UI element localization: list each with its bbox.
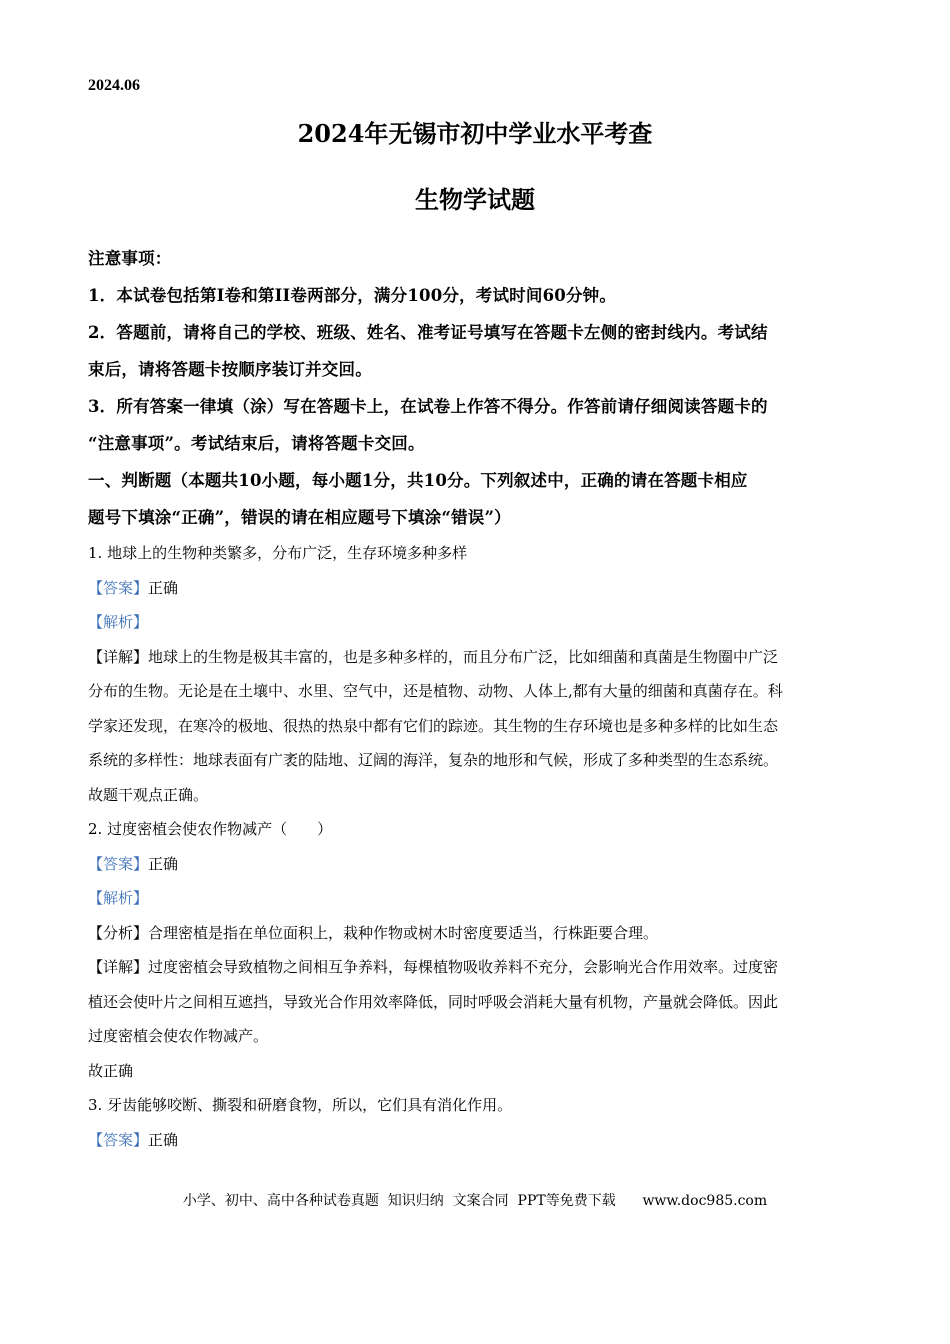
q3-answer-line <box>88 1123 868 1158</box>
q1-detail-line-2: 分布的生物。无论是在土壤中、水里、空气中，还是植物、动物、人体上,都有大量的细菌和真菌存在。科 <box>88 682 783 700</box>
notice-item-2-line-1: 2．答题前，请将自己的学校、班级、姓名、准考证号填写在答题卡左侧的密封线内。考试结 <box>88 323 768 342</box>
notice-item-1: 1．本试卷包括第I卷和第II卷两部分，满分100分，考试时间60分钟。 <box>88 286 617 305</box>
q2-answer-line <box>88 847 868 882</box>
question-1: 1. 地球上的生物种类繁多，分布广泛，生存环境多种多样 <box>88 544 468 562</box>
detail-label: 【详解】 <box>88 958 149 976</box>
answer-label: 【答案】 <box>88 854 149 873</box>
answer-label: 【答案】 <box>88 1130 149 1149</box>
question-3: 3. 牙齿能够咬断、撕裂和研磨食物，所以，它们具有消化作用。 <box>88 1096 513 1114</box>
page-subtitle: 生物学试题 <box>415 185 535 214</box>
question-2: 2. 过度密植会使农作物减产（ ） <box>88 820 333 838</box>
page-footer: 小学、初中、高中各种试卷真题 知识归纳 文案合同 PPT等免费下载 www.doc985.com <box>182 1193 768 1209</box>
q1-detail-line-1 <box>88 640 868 675</box>
q3-answer-value: 正确 <box>148 1130 179 1149</box>
q2-detail-line-2: 植还会使叶片之间相互遮挡，导致光合作用效率降低，同时呼吸会消耗大量有机物，产量就会降低。因此 <box>88 992 779 1011</box>
q1-detail-text-1: 地球上的生物是极其丰富的，也是多种多样的，而且分布广泛，比如细菌和真菌是生物圈中广泛 <box>148 647 779 666</box>
section-heading-line-2: 题号下填涂“正确”，错误的请在相应题号下填涂“错误”） <box>88 508 511 527</box>
page-title: 2024年无锡市初中学业水平考查 <box>297 119 653 148</box>
q2-answer-value: 正确 <box>148 854 179 873</box>
section-heading-line-1: 一、判断题（本题共10小题，每小题1分，共10分。下列叙述中，正确的请在答题卡相应 <box>88 471 748 490</box>
q1-answer-value: 正确 <box>148 578 179 597</box>
analysis-label: 【解析】 <box>88 613 149 631</box>
q2-conclusion: 故正确 <box>88 1061 134 1080</box>
exam-date: 2024.06 <box>88 77 140 94</box>
notice-item-3-line-1: 3．所有答案一律填（涂）写在答题卡上，在试卷上作答不得分。作答前请仔细阅读答题卡的 <box>88 397 768 416</box>
q1-detail-line-5: 故题干观点正确。 <box>88 785 209 804</box>
q2-detail-line-3: 过度密植会使农作物减产。 <box>88 1027 269 1045</box>
q2-detail-text-1: 过度密植会导致植物之间相互争养料，每棵植物吸收养料不充分，会影响光合作用效率。过度密 <box>148 958 779 976</box>
q2-analysis-line <box>88 881 868 916</box>
analysis-label: 【解析】 <box>88 889 149 907</box>
notice-item-2-line-2: 束后，请将答题卡按顺序装订并交回。 <box>88 360 372 379</box>
q1-answer-line <box>88 571 868 606</box>
q1-detail-line-4: 系统的多样性：地球表面有广袤的陆地、辽阔的海洋，复杂的地形和气候，形成了多种类型的生态系统。 <box>88 751 779 769</box>
answer-label: 【答案】 <box>88 578 149 597</box>
q2-fenxi-text: 合理密植是指在单位面积上，栽种作物或树木时密度要适当，行株距要合理。 <box>148 923 659 942</box>
fenxi-label: 【分析】 <box>88 923 149 942</box>
q1-analysis-line <box>88 605 868 640</box>
detail-label: 【详解】 <box>88 647 149 666</box>
q1-detail-line-3: 学家还发现，在寒冷的极地、很热的热泉中都有它们的踪迹。其生物的生存环境也是多种多样的比如生态 <box>88 716 779 735</box>
document-body <box>88 240 868 1157</box>
q2-fenxi-line <box>88 916 868 951</box>
notice-item-3-line-2: “注意事项”。考试结束后，请将答题卡交回。 <box>88 434 425 453</box>
notice-heading: 注意事项： <box>88 249 172 268</box>
q2-detail-line-1 <box>88 950 868 985</box>
